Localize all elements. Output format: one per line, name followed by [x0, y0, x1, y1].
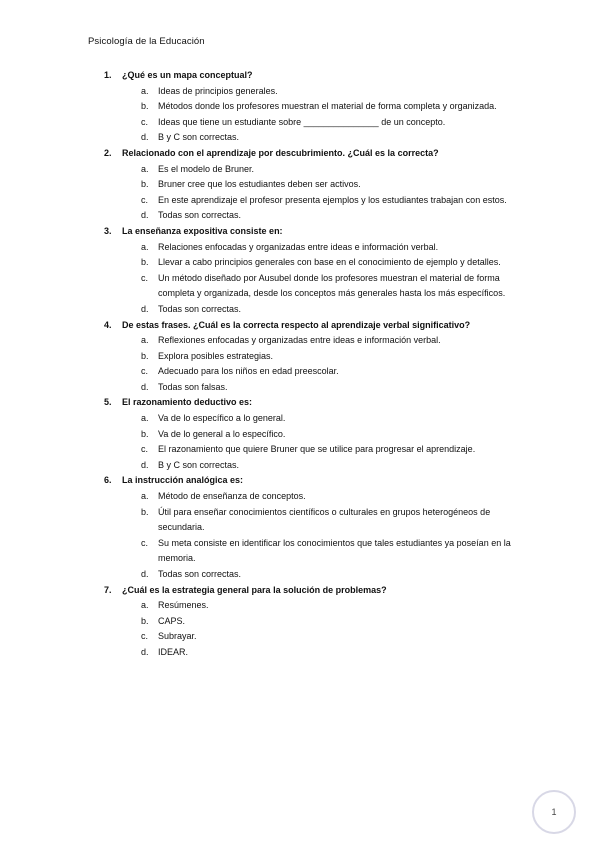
option-item — [0, 380, 600, 396]
question-text: De estas frases. ¿Cuál es la correcta respecto al aprendizaje verbal significativo? — [122, 319, 471, 330]
question-1 — [0, 68, 600, 146]
option-item — [0, 505, 600, 536]
option-text: Subrayar. — [158, 631, 197, 642]
question-stem — [0, 583, 600, 599]
option-item — [0, 629, 600, 645]
option-item — [0, 458, 600, 474]
option-letter: c. — [141, 631, 149, 642]
option-text: Métodos donde los profesores muestran el material de forma completa y organizada. — [158, 101, 497, 112]
option-letter: c. — [141, 366, 149, 377]
question-stem — [0, 318, 600, 334]
option-letter: a. — [141, 413, 149, 424]
option-text: Reflexiones enfocadas y organizadas entre ideas e información verbal. — [158, 335, 441, 346]
question-text: Relacionado con el aprendizaje por descubrimiento. ¿Cuál es la correcta? — [122, 147, 439, 158]
option-letter: c. — [141, 537, 149, 548]
option-item — [0, 240, 600, 256]
option-letter: c. — [141, 444, 149, 455]
option-letter: b. — [141, 101, 149, 112]
question-stem — [0, 473, 600, 489]
option-text: Ideas que tiene un estudiante sobre _______________ de un concepto. — [158, 116, 446, 127]
option-item — [0, 177, 600, 193]
option-item — [0, 271, 600, 302]
option-item — [0, 99, 600, 115]
question-2 — [0, 146, 600, 224]
option-item — [0, 489, 600, 505]
question-number: 1. — [104, 70, 112, 80]
option-letter: a. — [141, 85, 149, 96]
question-stem — [0, 224, 600, 240]
option-letter: d. — [141, 459, 149, 470]
option-item — [0, 115, 600, 131]
question-stem — [0, 146, 600, 162]
option-text: Útil para enseñar conocimientos científicos o culturales en grupos heterogéneos de secundaria. — [158, 506, 491, 533]
option-text: Adecuado para los niños en edad preescolar. — [158, 366, 339, 377]
question-5 — [0, 395, 600, 473]
option-text: Va de lo general a lo específico. — [158, 428, 286, 439]
option-text: El razonamiento que quiere Bruner que se utilice para progresar el aprendizaje. — [158, 444, 476, 455]
option-letter: d. — [141, 303, 149, 314]
option-list — [0, 598, 600, 660]
option-text: Relaciones enfocadas y organizadas entre ideas e información verbal. — [158, 241, 439, 252]
question-text: La instrucción analógica es: — [122, 475, 244, 486]
option-text: Bruner cree que los estudiantes deben ser activos. — [158, 179, 361, 190]
option-text: B y C son correctas. — [158, 459, 240, 470]
option-item — [0, 364, 600, 380]
option-text: Todas son correctas. — [158, 303, 242, 314]
option-letter: d. — [141, 132, 149, 143]
option-text: Es el modelo de Bruner. — [158, 163, 255, 174]
option-text: CAPS. — [158, 615, 186, 626]
option-text: Resúmenes. — [158, 600, 209, 611]
option-list — [0, 333, 600, 395]
option-item — [0, 598, 600, 614]
question-number: 2. — [104, 147, 112, 158]
page-number: 1 — [551, 807, 557, 817]
question-text: La enseñanza expositiva consiste en: — [122, 225, 283, 236]
option-letter: c. — [141, 272, 149, 283]
question-text: El razonamiento deductivo es: — [122, 397, 253, 408]
option-list — [0, 162, 600, 224]
option-letter: d. — [141, 210, 149, 221]
question-4 — [0, 318, 600, 396]
question-number: 5. — [104, 397, 112, 408]
question-stem — [0, 395, 600, 411]
option-item — [0, 193, 600, 209]
option-text: Va de lo específico a lo general. — [158, 413, 286, 424]
option-letter: b. — [141, 257, 149, 268]
option-letter: b. — [141, 428, 149, 439]
page-number-badge — [532, 790, 576, 834]
option-item — [0, 645, 600, 661]
option-item — [0, 255, 600, 271]
option-item — [0, 536, 600, 567]
option-list — [0, 411, 600, 473]
option-list — [0, 240, 600, 318]
question-number: 4. — [104, 319, 112, 330]
option-letter: a. — [141, 491, 149, 502]
option-text: Método de enseñanza de conceptos. — [158, 491, 306, 502]
option-list — [0, 84, 600, 146]
option-letter: a. — [141, 335, 149, 346]
option-item — [0, 84, 600, 100]
question-stem — [0, 68, 600, 84]
option-letter: b. — [141, 350, 149, 361]
option-list — [0, 489, 600, 583]
option-text: Todas son correctas. — [158, 210, 242, 221]
option-text: Todas son falsas. — [158, 381, 228, 392]
question-list — [0, 68, 600, 661]
option-letter: b. — [141, 615, 149, 626]
option-text: IDEAR. — [158, 646, 189, 657]
option-item — [0, 162, 600, 178]
option-letter: a. — [141, 163, 149, 174]
option-item — [0, 208, 600, 224]
option-letter: c. — [141, 194, 149, 205]
option-item — [0, 427, 600, 443]
question-number: 3. — [104, 225, 112, 236]
question-text: ¿Cuál es la estrategia general para la solución de problemas? — [122, 584, 387, 595]
option-item — [0, 411, 600, 427]
question-number: 6. — [104, 475, 112, 486]
option-letter: a. — [141, 241, 149, 252]
option-item — [0, 349, 600, 365]
question-text: ¿Qué es un mapa conceptual? — [122, 70, 253, 80]
option-item — [0, 567, 600, 583]
option-letter: b. — [141, 506, 149, 517]
option-text: Ideas de principios generales. — [158, 85, 278, 96]
option-letter: d. — [141, 381, 149, 392]
option-item — [0, 442, 600, 458]
question-6 — [0, 473, 600, 582]
option-item — [0, 333, 600, 349]
option-text: Todas son correctas. — [158, 569, 242, 579]
option-text: Un método diseñado por Ausubel donde los profesores muestran el material de forma completa y organizada, desde los conceptos más generales hasta los más específicos. — [158, 272, 506, 299]
option-item — [0, 614, 600, 630]
option-item — [0, 130, 600, 146]
option-text: Su meta consiste en identificar los conocimientos que tales estudiantes ya poseían en la memoria. — [158, 537, 511, 564]
question-number: 7. — [104, 584, 112, 595]
option-letter: d. — [141, 569, 149, 579]
question-3 — [0, 224, 600, 318]
option-text: En este aprendizaje el profesor presenta ejemplos y los estudiantes trabajan con estos. — [158, 194, 507, 205]
option-text: B y C son correctas. — [158, 132, 240, 143]
option-letter: a. — [141, 600, 149, 611]
option-letter: b. — [141, 179, 149, 190]
option-letter: c. — [141, 116, 149, 127]
option-item — [0, 302, 600, 318]
question-7 — [0, 583, 600, 661]
page-header-title: Psicología de la Educación — [88, 36, 205, 47]
option-text: Llevar a cabo principios generales con base en el conocimiento de ejemplo y detalles. — [158, 257, 501, 268]
option-letter: d. — [141, 646, 149, 657]
option-text: Explora posibles estrategias. — [158, 350, 274, 361]
